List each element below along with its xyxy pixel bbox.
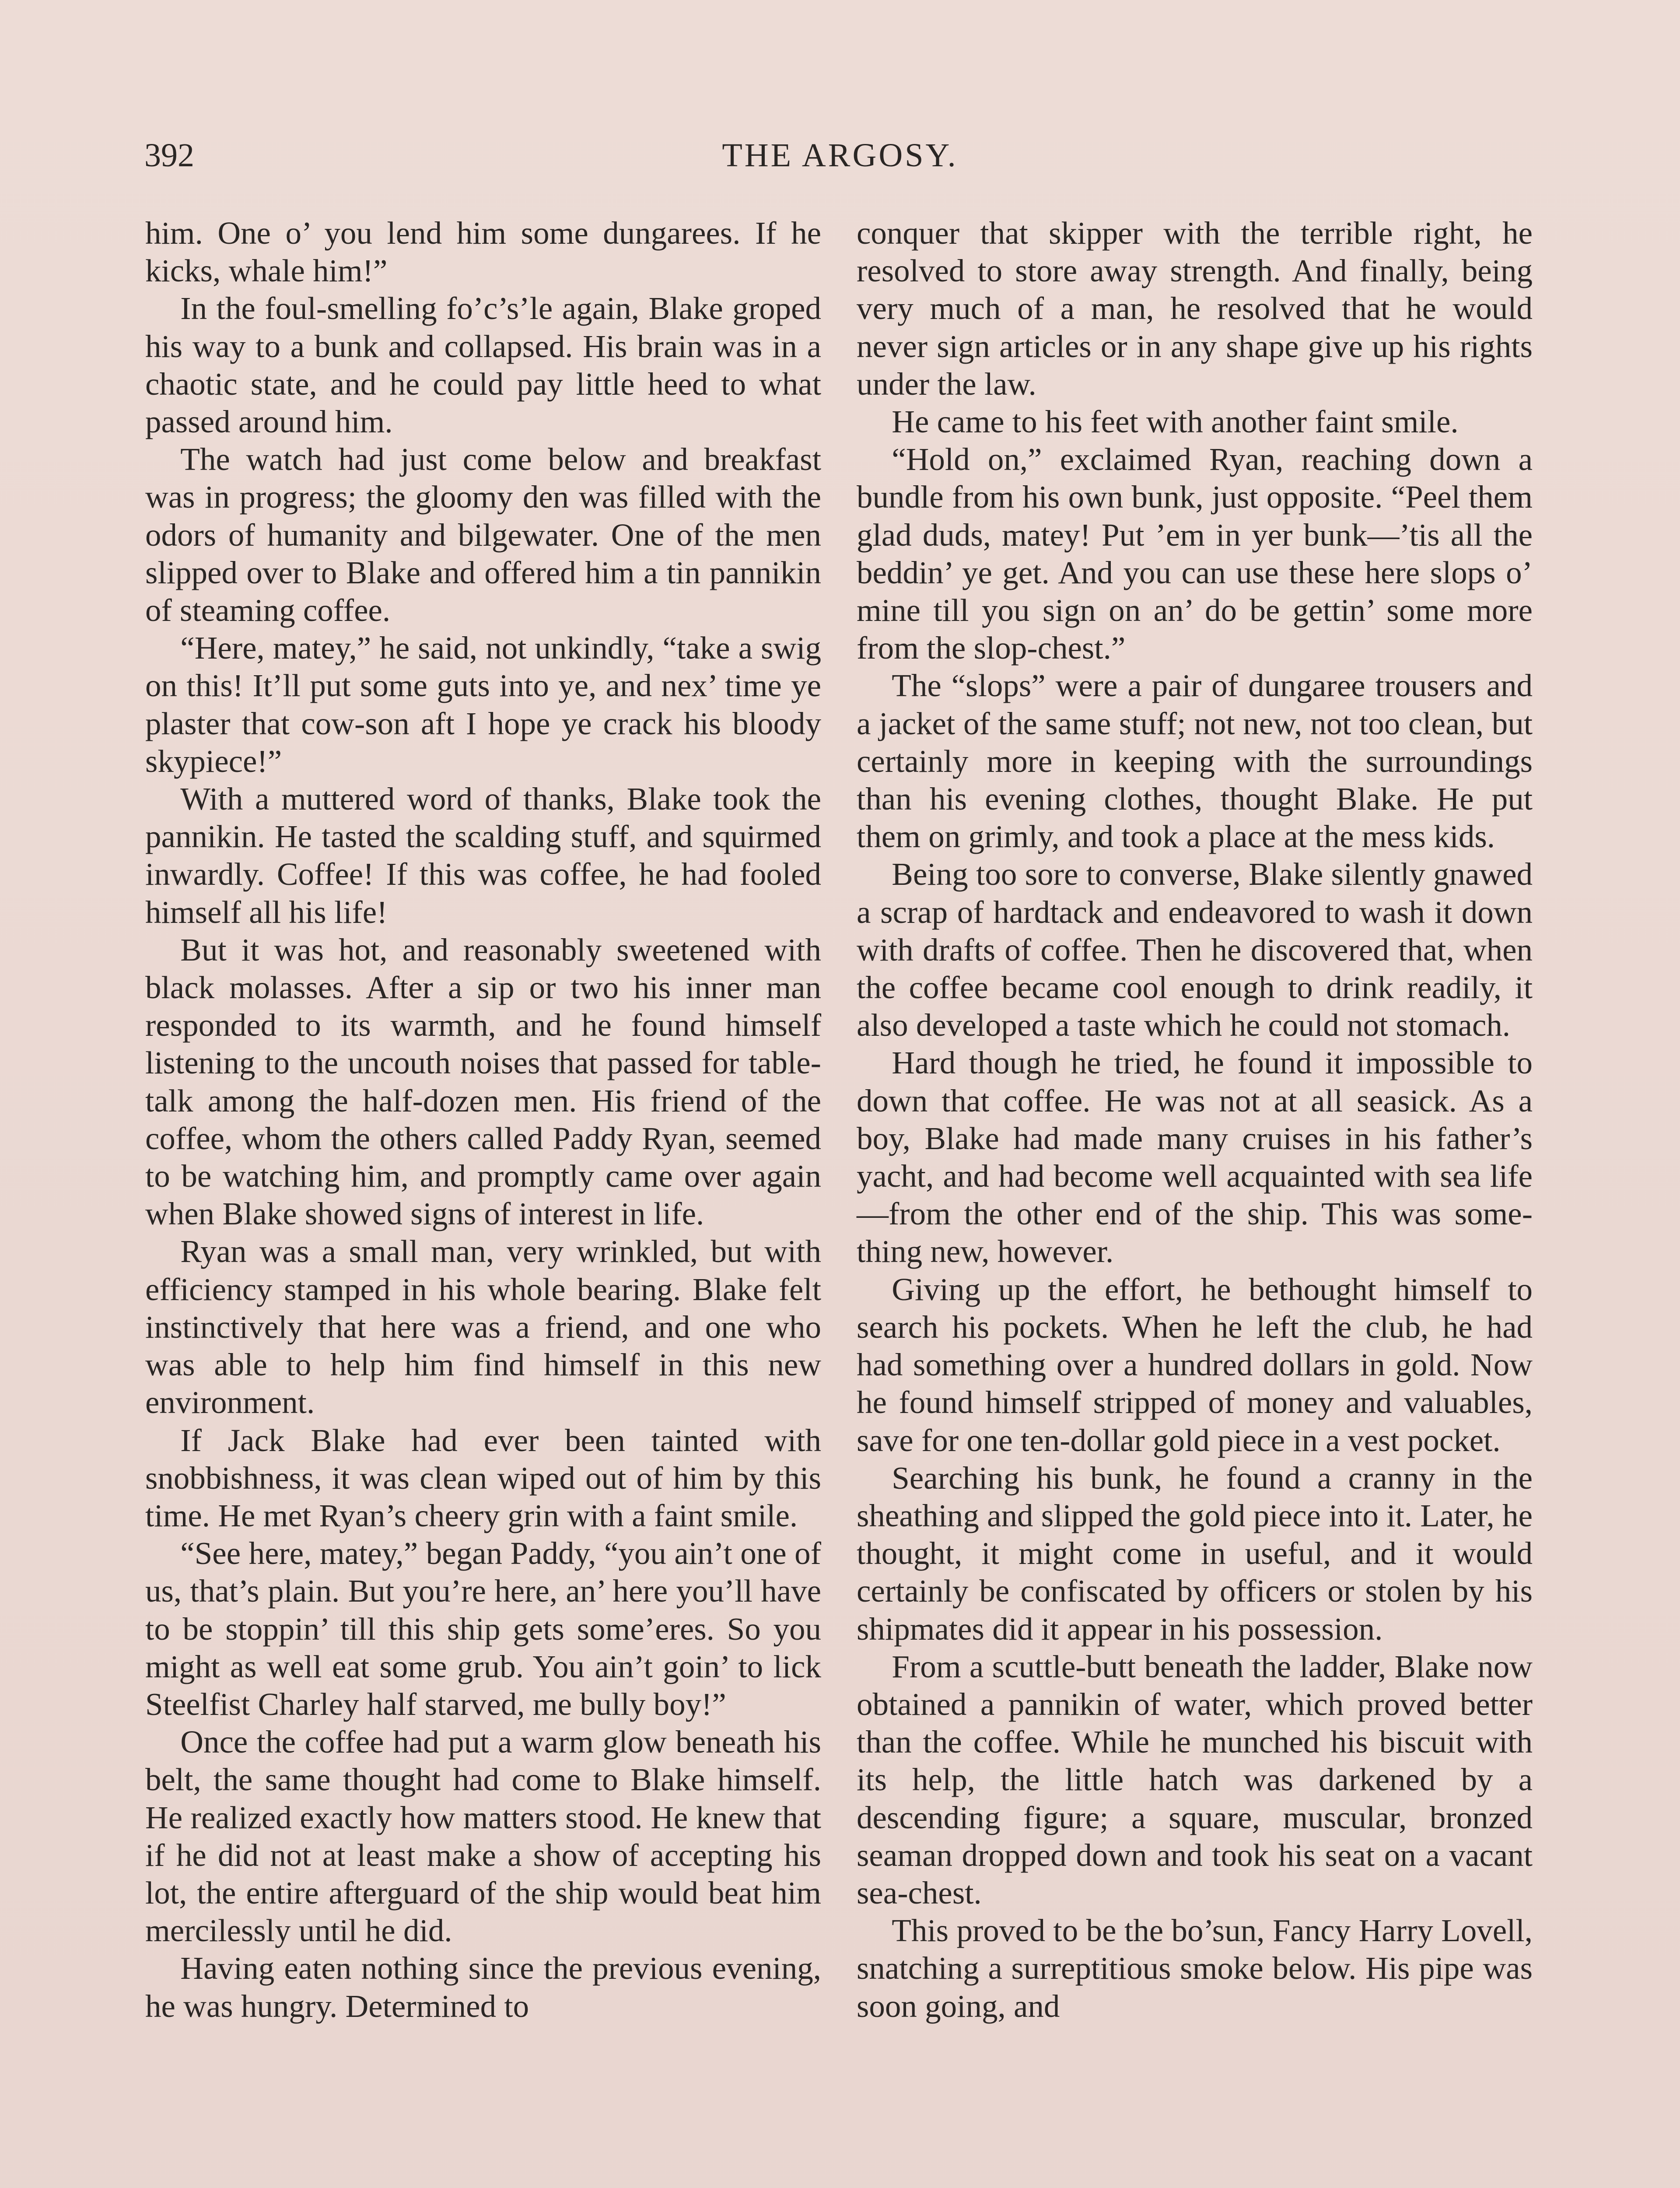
paragraph: “Hold on,” exclaimed Ryan, reaching down a bundle from his own bunk, just opposite. “Peel them glad duds, matey! Put ’em in yer bunk—’tis all the beddin’ ye get. And you can use these here slops o’ mine till you sign on an’ do be gettin’ some more from the slop-chest.” (857, 442, 1533, 666)
paragraph: Once the coffee had put a warm glow beneath his belt, the same thought had come to Blake himself. He realized exactly how matters stood. He knew that if he did not at least make a show of accepting his lot, the entire afterguard of the ship would beat him mercilessly until he did. (145, 1724, 821, 1949)
paragraph: “Here, matey,” he said, not unkindly, “take a swig on this! It’ll put some guts into ye, and nex’ time ye plaster that cow-son aft I hope ye crack his bloody skypiece!” (145, 630, 821, 779)
left-text-column (145, 214, 821, 2025)
paragraph: Giving up the effort, he bethought himself to search his pockets. When he left the club, he had had something over a hundred dollars in gold. Now he found himself stripped of money and valuables, save for one ten-dollar gold piece in a vest pocket. (857, 1271, 1533, 1458)
paragraph: He came to his feet with another faint smile. (892, 404, 1459, 440)
paragraph: Having eaten nothing since the previous evening, he was hungry. Determined to (145, 1950, 821, 2024)
paragraph: The watch had just come below and breakfast was in progress; the gloomy den was filled with the odors of humanity and bilgewater. One of the men slipped over to Blake and offered him a tin pannikin of steaming coffee. (145, 442, 821, 628)
page-number: 392 (144, 137, 194, 174)
paragraph: With a muttered word of thanks, Blake took the pannikin. He tasted the scalding stuff, and squirmed inwardly. Coffee! If this was coffee, he had fooled himself all his life! (145, 781, 821, 930)
paragraph: him. One o’ you lend him some dungarees. If he kicks, whale him!” (145, 215, 821, 289)
running-title: THE ARGOSY. (722, 137, 958, 174)
paragraph: Ryan was a small man, very wrinkled, but with efficiency stamped in his whole bearing. Blake felt instinctively that here was a friend, and one who was able to help him find himself in this new environment. (145, 1234, 821, 1420)
right-text-column (857, 214, 1533, 2025)
paragraph: Searching his bunk, he found a cranny in the sheathing and slipped the gold piece into it. Later, he thought, it might come in useful, and it would certainly be confiscated by officers or stolen by his shipmates did it appear in his possession. (857, 1460, 1533, 1647)
paragraph: This proved to be the bo’sun, Fancy Harry Lovell, snatching a surreptitious smoke below. His pipe was soon going, and (857, 1913, 1533, 2024)
page-header (0, 131, 1680, 179)
paragraph: From a scuttle-butt beneath the ladder, Blake now obtained a pannikin of water, which proved better than the coffee. While he munched his biscuit with its help, the little hatch was darkened by a descending figure; a square, muscular, bronzed seaman dropped down and took his seat on a vacant sea-chest. (857, 1648, 1533, 1911)
paragraph: conquer that skipper with the terrible right, he resolved to store away strength. And finally, being very much of a man, he resolved that he would never sign articles or in any shape give up his rights under the law. (857, 215, 1533, 402)
paragraph: Hard though he tried, he found it impossible to down that coffee. He was not at all seasick. As a boy, Blake had made many cruises in his father’s yacht, and had become well acquainted with sea life—from the other end of the ship. This was something new, however. (857, 1045, 1533, 1269)
paragraph: The “slops” were a pair of dungaree trousers and a jacket of the same stuff; not new, not too clean, but certainly more in keeping with the surroundings than his evening clothes, thought Blake. He put them on grimly, and took a place at the mess kids. (857, 668, 1533, 855)
paragraph: Being too sore to converse, Blake silently gnawed a scrap of hardtack and endeavored to wash it down with drafts of coffee. Then he discovered that, when the coffee became cool enough to drink readily, it also developed a taste which he could not stomach. (857, 856, 1533, 1043)
paragraph: If Jack Blake had ever been tainted with snobbishness, it was clean wiped out of him by this time. He met Ryan’s cheery grin with a faint smile. (145, 1422, 821, 1533)
paragraph: “See here, matey,” began Paddy, “you ain’t one of us, that’s plain. But you’re here, an’ here you’ll have to be stoppin’ till this ship gets some’eres. So you might as well eat some grub. You ain’t goin’ to lick Steelfist Charley half starved, me bully boy!” (145, 1536, 821, 1722)
paragraph: But it was hot, and reasonably sweetened with black molasses. After a sip or two his inner man responded to its warmth, and he found himself listening to the uncouth noises that passed for table-talk among the half-dozen men. His friend of the coffee, whom the others called Paddy Ryan, seemed to be watching him, and promptly came over again when Blake showed signs of interest in life. (145, 932, 821, 1232)
paragraph: In the foul-smelling fo’c’s’le again, Blake groped his way to a bunk and collapsed. His brain was in a chaotic state, and he could pay little heed to what passed around him. (145, 291, 821, 440)
